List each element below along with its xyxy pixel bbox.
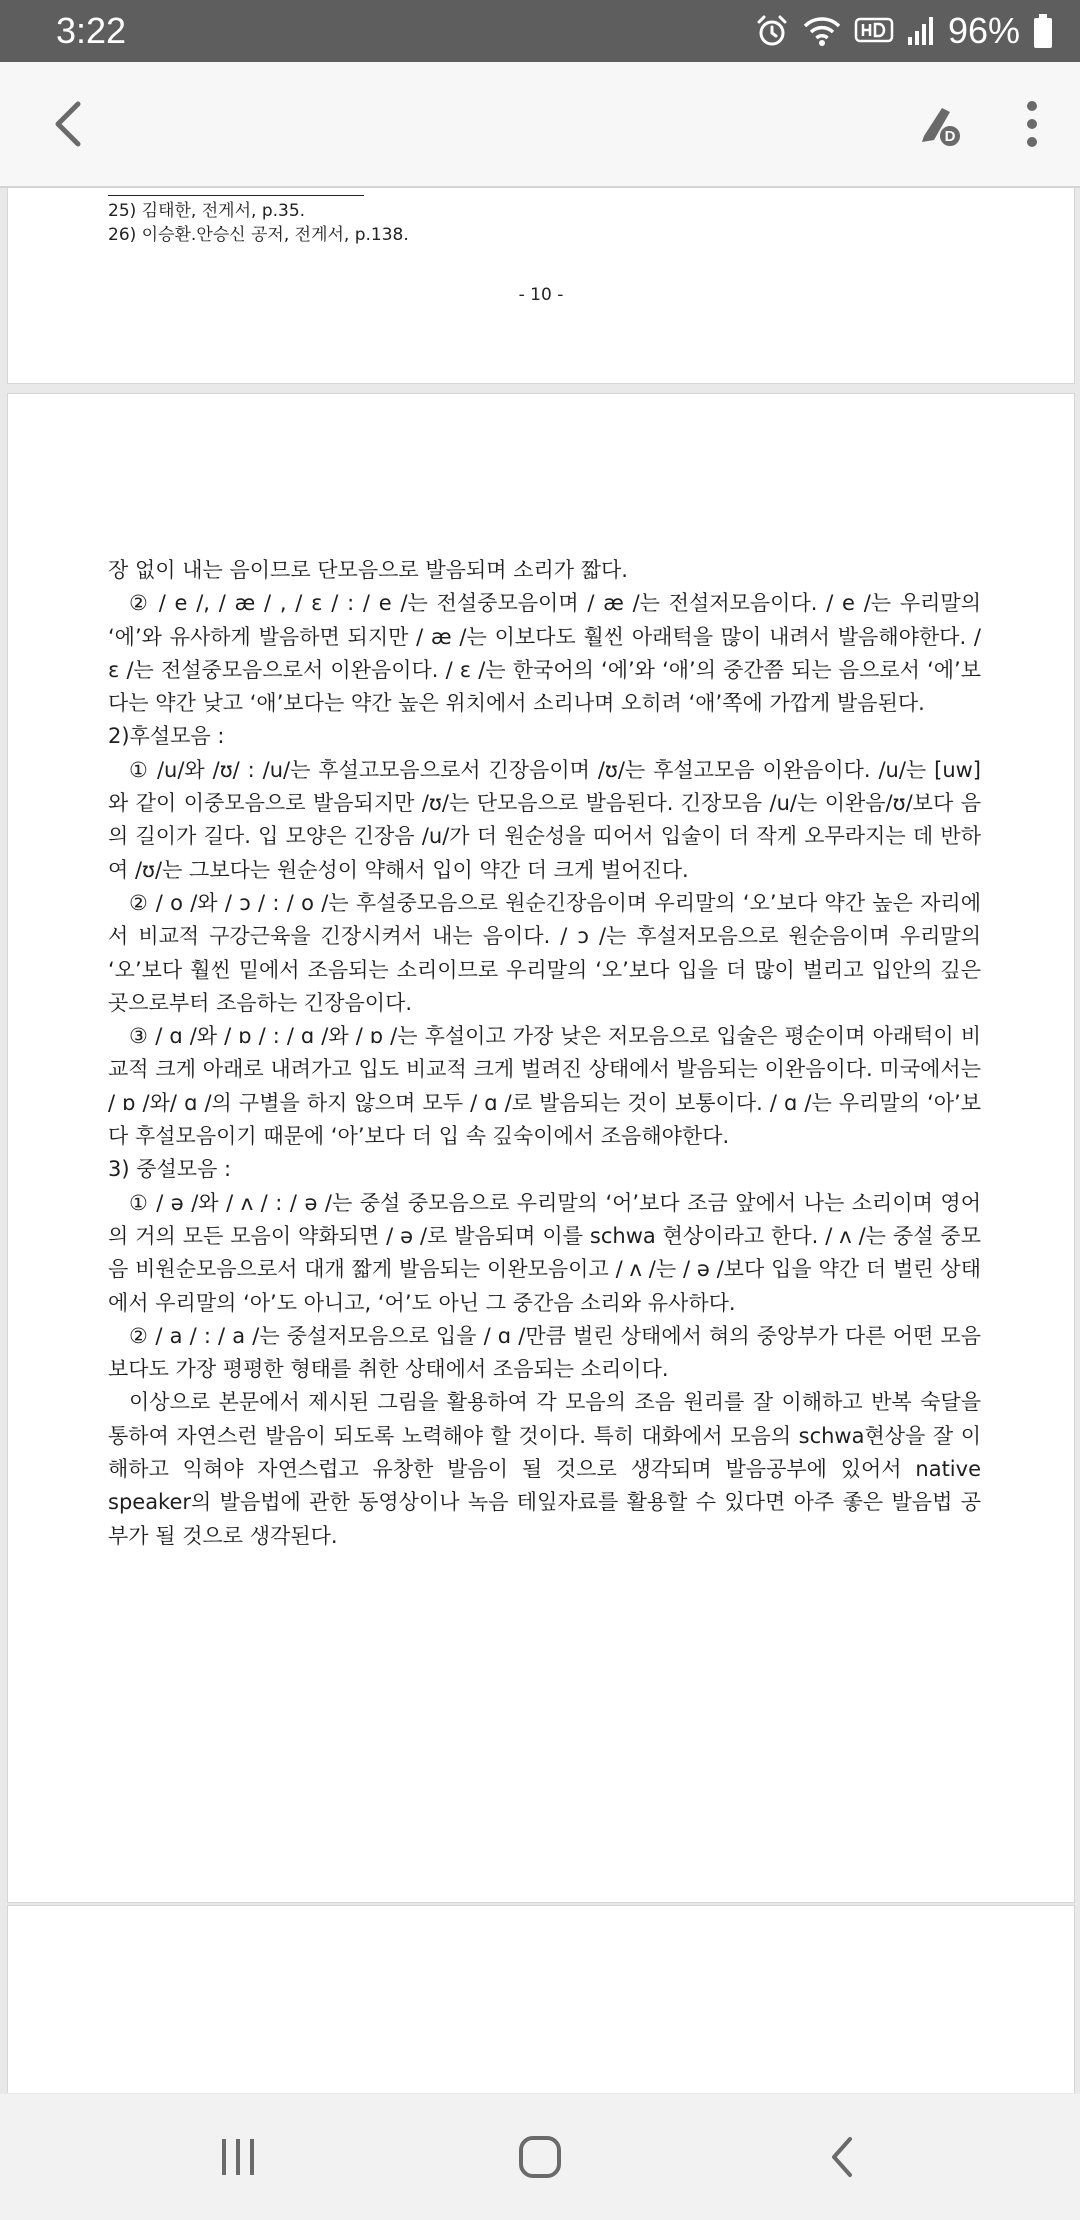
footnote-26: 26) 이승환.안승신 공저, 전게서, p.138. bbox=[108, 225, 409, 245]
footnotes bbox=[108, 199, 409, 247]
app-bar bbox=[0, 62, 1080, 188]
battery-percent: 96% bbox=[947, 10, 1020, 51]
nav-back-button[interactable] bbox=[802, 2124, 882, 2190]
section-heading: 2)후설모음 : bbox=[108, 724, 225, 749]
footnote-divider bbox=[108, 195, 364, 196]
battery-icon bbox=[1032, 13, 1054, 49]
alarm-icon bbox=[754, 13, 790, 49]
document-page-11 bbox=[7, 393, 1075, 1903]
paragraph: ② / a / : / a /는 중설저모음으로 입을 / ɑ /만큼 벌린 상태에서 혀의 중앙부가 다른 어떤 모음보다도 가장 평평한 형태를 취한 상태에서 조음되는 소리이다. bbox=[108, 1323, 981, 1382]
hd-icon bbox=[854, 15, 894, 47]
page-number: - 10 - bbox=[518, 285, 564, 305]
status-time: 3:22 bbox=[56, 10, 127, 51]
home-button[interactable] bbox=[500, 2124, 580, 2190]
home-icon bbox=[516, 2133, 564, 2181]
paragraph: ① / ə /와 / ʌ / : / ə /는 중설 중모음으로 우리말의 ‘어’보다 조금 앞에서 나는 소리이며 영어의 거의 모든 모음이 약화되면 / ə /로 발음되며 이를 schwa 현상이라고 한다. / ʌ /는 중설 중모음 비원순모음으로서 대개 짧게 발음되는 이완모음이고 / ʌ /는 / ə /보다 입을 약간 더 벌린 상태에서 우리말의 ‘아’도 아니고, ‘어’도 아닌 그 중간음 소리와 유사하다. bbox=[108, 1190, 981, 1315]
paragraph: ② / o /와 / ɔ / : / o /는 후설중모음으로 원순긴장음이며 우리말의 ‘오’보다 약간 높은 자리에서 비교적 구강근육을 긴장시켜서 내는 음이다. / ɔ /는 후설저모음으로 원순음이며 우리말의 ‘오’보다 훨씬 밑에서 조음되는 소리이므로 우리말의 ‘오’보다 입을 더 많이 벌리고 입안의 깊은 곳으로부터 조음하는 긴장음이다. bbox=[108, 890, 981, 1015]
document-page-10 bbox=[7, 188, 1075, 384]
document-viewer[interactable] bbox=[0, 188, 1080, 2093]
document-page-12 bbox=[7, 1905, 1075, 2093]
status-bar bbox=[0, 0, 1080, 62]
paragraph: 장 없이 내는 음이므로 단모음으로 발음되며 소리가 짧다. bbox=[108, 558, 628, 582]
paragraph: 이상으로 본문에서 제시된 그림을 활용하여 각 모음의 조음 원리를 잘 이해하고 반복 숙달을 통하여 자연스런 발음이 되도록 노력해야 할 것이다. 특히 대화에서 모음의 schwa현상을 잘 이해하고 익혀야 자연스럽고 유창한 발음이 될 것으로 생각되며 발음공부에 있어서 native speaker의 발음법에 관한 동영상이나 녹음 테잎자료를 활용할 수 있다면 아주 좋은 발음법 공부가 될 것으로 생각된다. bbox=[108, 1390, 981, 1548]
navigation-bar bbox=[0, 2094, 1080, 2220]
wifi-icon bbox=[802, 13, 842, 49]
section-heading: 3) 중설모음 : bbox=[108, 1157, 232, 1182]
recent-apps-icon bbox=[216, 2135, 260, 2179]
back-arrow-icon bbox=[46, 96, 90, 152]
status-icons bbox=[754, 8, 1054, 54]
edit-button[interactable] bbox=[908, 92, 972, 156]
footnote-25: 25) 김태한, 전게서, p.35. bbox=[108, 201, 306, 221]
more-options-button[interactable] bbox=[1000, 92, 1064, 156]
edit-pen-icon bbox=[912, 96, 968, 152]
more-vert-icon bbox=[1020, 96, 1044, 152]
back-button[interactable] bbox=[36, 92, 100, 156]
paragraph: ① /u/와 /ʊ/ : /u/는 후설고모음으로서 긴장음이며 /ʊ/는 후설고모음 이완음이다. /u/는 [uw]와 같이 이중모음으로 발음되지만 /ʊ/는 단모음으로 발음된다. 긴장모음 /u/는 이완음/ʊ/보다 음의 길이가 길다. 입 모양은 긴장음 /u/가 더 원순성을 띠어서 입술이 더 작게 오무라지는 데 반하여 /ʊ/는 그보다는 원순성이 약해서 입이 약간 더 크게 벌어진다. bbox=[108, 757, 981, 882]
page-body-text bbox=[108, 554, 981, 1553]
recent-apps-button[interactable] bbox=[198, 2124, 278, 2190]
edit-badge: D bbox=[944, 128, 956, 145]
paragraph: ③ / ɑ /와 / ɒ / : / ɑ /와 / ɒ /는 후설이고 가장 낮은 저모음으로 입술은 평순이며 아래턱이 비교적 크게 아래로 내려가고 입도 비교적 크게 벌려진 상태에서 발음되는 이완음이다. 미국에서는 / ɒ /와/ ɑ /의 구별을 하지 않으며 모두 / ɑ /로 발음되는 것이 보통이다. / ɑ /는 우리말의 ‘아’보다 후설모음이기 때문에 ‘아’보다 더 입 속 깊숙이에서 조음해야한다. bbox=[108, 1024, 981, 1149]
nav-back-icon bbox=[822, 2133, 862, 2181]
paragraph: ② / e /, / æ / , / ɛ / : / e /는 전설중모음이며 / æ /는 전설저모음이다. / e /는 우리말의 ‘에’와 유사하게 발음하면 되지만 / æ /는 이보다도 훨씬 아래턱을 많이 내려서 발음해야한다. / ɛ /는 전설중모음으로서 이완음이다. / ɛ /는 한국어의 ‘에’와 ‘애’의 중간쯤 되는 음으로서 ‘에’보다는 약간 낮고 ‘애’보다는 약간 높은 위치에서 소리나며 오히려 ‘애’쪽에 가깝게 발음된다. bbox=[108, 591, 981, 716]
signal-icon bbox=[906, 15, 936, 47]
